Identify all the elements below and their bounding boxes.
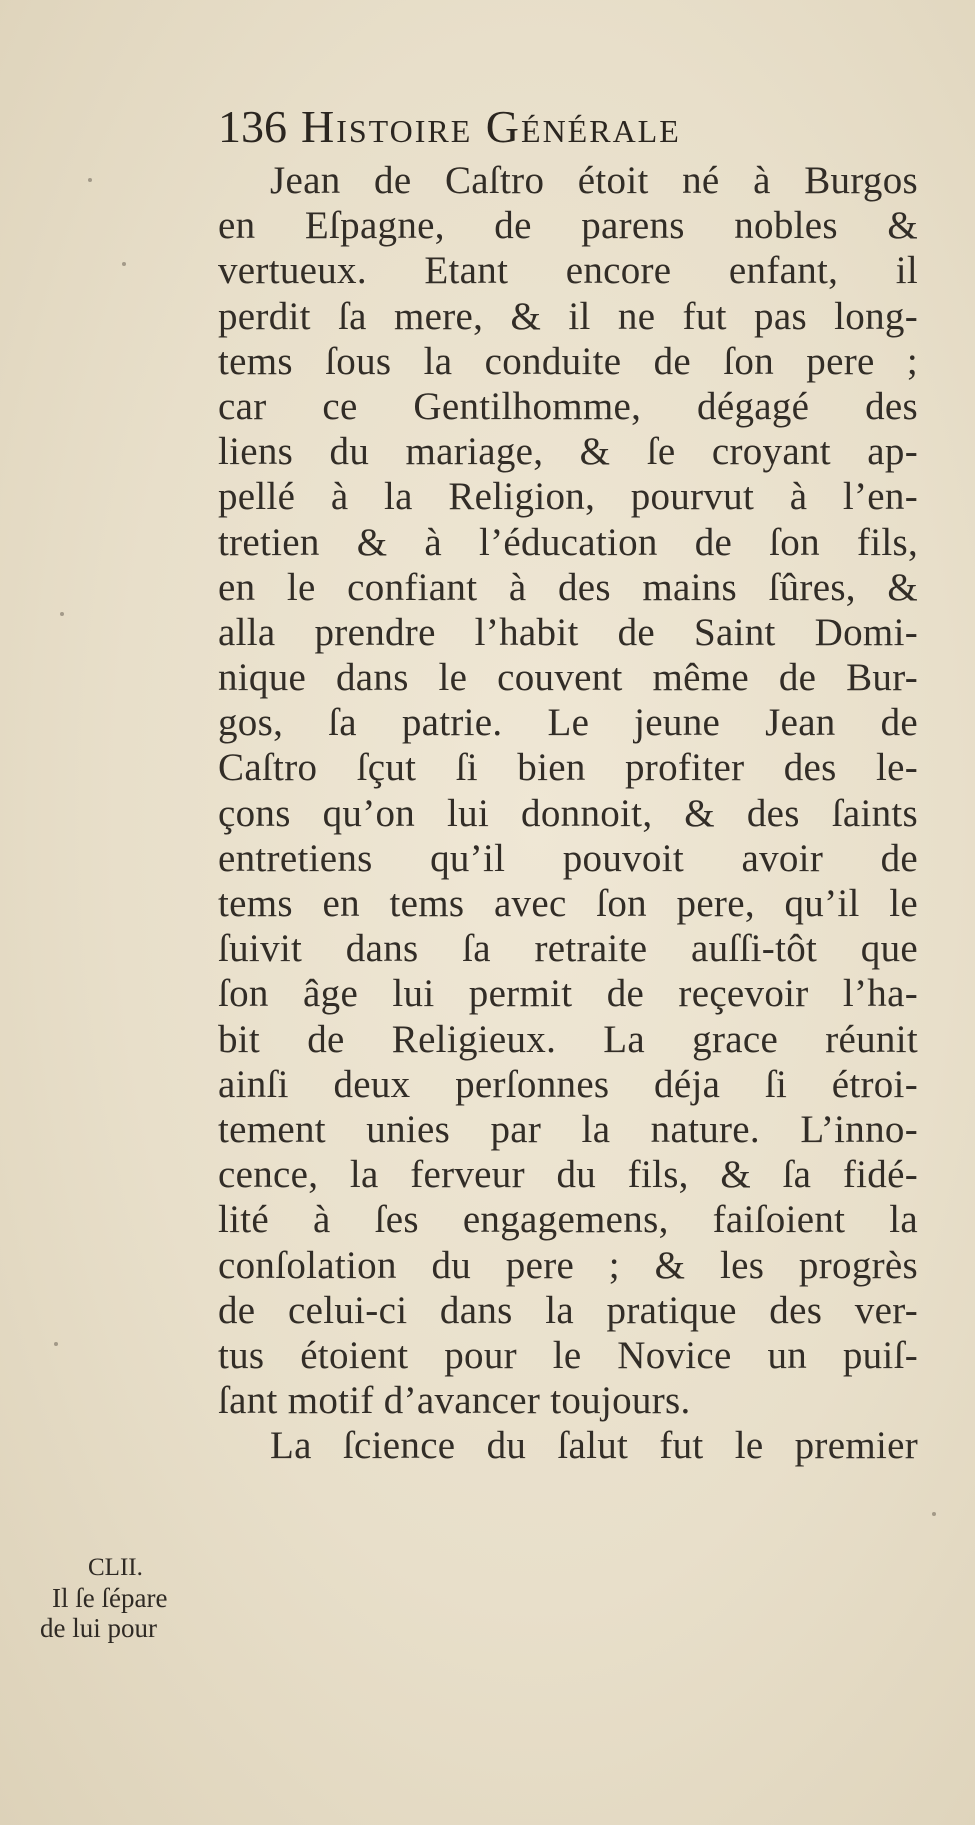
text-line: nique dans le couvent même de Bur-: [218, 656, 918, 700]
text-line: pellé à la Religion, pourvut à l’en-: [218, 475, 918, 519]
text-line: liens du mariage, & ſe croyant ap-: [218, 430, 918, 474]
margin-note-line: de lui pour: [40, 1613, 157, 1643]
text-line: de celui-ci dans la pratique des ver-: [218, 1288, 918, 1332]
text-line: bit de Religieux. La grace réunit: [218, 1017, 918, 1061]
text-line: entretiens qu’il pouvoit avoir de: [218, 836, 918, 880]
text-line: Caſtro ſçut ſi bien profiter des le-: [218, 746, 918, 790]
text-line: car ce Gentilhomme, dégagé des: [218, 384, 918, 428]
text-line: tus étoient pour le Novice un puiſ-: [218, 1333, 918, 1377]
text-line: en le confiant à des mains ſûres, &: [218, 565, 918, 609]
running-header: [218, 100, 918, 162]
text-line: ſuivit dans ſa retraite auſſi-tôt que: [218, 927, 918, 971]
text-line: conſolation du pere ; & les progrès: [218, 1243, 918, 1287]
text-line: tretien & à l’éducation de ſon fils,: [218, 520, 918, 564]
paper-speck: [60, 612, 64, 616]
text-line: cence, la ferveur du fils, & ſa fidé-: [218, 1153, 918, 1197]
text-line: lité à ſes engagemens, faiſoient la: [218, 1198, 918, 1242]
text-line: ſant motif d’avancer toujours.: [218, 1379, 691, 1423]
running-title: Histoire Générale: [301, 101, 681, 152]
text-line: La ſcience du ſalut fut le premier: [270, 1424, 918, 1468]
page-number: 136: [218, 101, 287, 152]
text-line: ſon âge lui permit de reçevoir l’ha-: [218, 972, 918, 1016]
text-line: en Eſpagne, de parens nobles &: [218, 204, 918, 248]
text-line: tement unies par la nature. L’inno-: [218, 1107, 918, 1151]
paper-speck: [122, 262, 126, 266]
body-text: [218, 158, 918, 1468]
text-line: tems en tems avec ſon pere, qu’il le: [218, 882, 918, 925]
margin-note-line: Il ſe ſépare: [52, 1583, 168, 1613]
text-line: alla prendre l’habit de Saint Domi-: [218, 610, 918, 654]
text-line: perdit ſa mere, & il ne fut pas long-: [218, 294, 918, 338]
paper-speck: [88, 178, 92, 182]
paper-speck: [54, 1342, 58, 1346]
text-line: çons qu’on lui donnoit, & des ſaints: [218, 791, 918, 835]
text-line: Jean de Caſtro étoit né à Burgos: [270, 159, 918, 202]
margin-note: [40, 1553, 210, 1643]
text-line: vertueux. Etant encore enfant, il: [218, 249, 918, 293]
text-line: gos, ſa patrie. Le jeune Jean de: [218, 701, 918, 745]
paper-speck: [932, 1512, 936, 1516]
text-line: ainſi deux perſonnes déja ſi étroi-: [218, 1062, 918, 1106]
margin-note-number: CLII.: [88, 1554, 143, 1581]
text-line: tems ſous la conduite de ſon pere ;: [218, 339, 918, 383]
